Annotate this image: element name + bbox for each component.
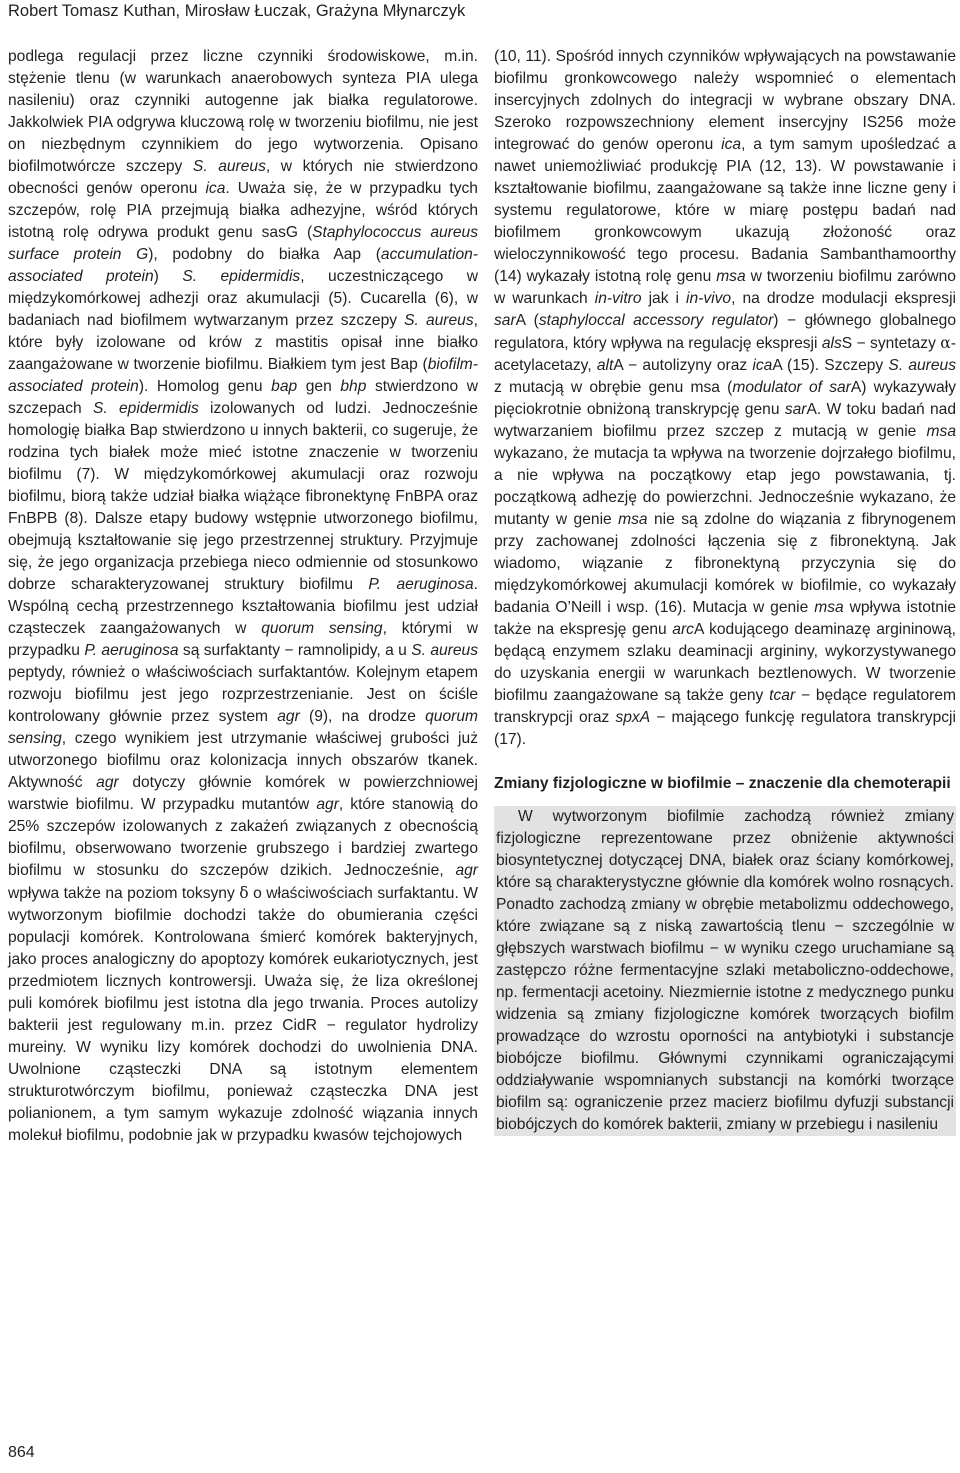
right-column (494, 46, 956, 1136)
page-number: 864 (8, 1444, 35, 1461)
running-header: Robert Tomasz Kuthan, Mirosław Łuczak, Grażyna Młynarczyk (8, 2, 466, 20)
left-column (8, 46, 478, 1147)
body-paragraph: (10, 11). Spośród innych czynników wpływających na powstawanie biofilmu gronkowcowego należy wspomnieć o elementach insercyjnych zdolnych do integracji w wybrane obszary DNA. Szeroko rozpowszechniony element insercyjny IS256 może integrować do genów operonu ica, a tym samym upośledzać a nawet uniemożliwiać produkcję PIA (12, 13). W powstawanie i kształtowanie biofilmu, zaangażowane są także inne liczne geny i systemu regulatorowe, które w miarę postępu badań nad biofilmem gronkowcowym ukazują złożoność oraz wieloczynnikowość tego procesu. Badania Sambanthamoorthy (14) wykazały istotną rolę genu msa w tworzeniu biofilmu zarówno w warunkach in-vitro jak i in-vivo, na drodze modulacji ekspresji sarA (staphyloccal accessory regulator) − głównego globalnego regulatora, który wpływa na regulację ekspresji alsS − syntetazy α-acetylacetazy, altA − autolizyny oraz icaA (15). Szczepy S. aureus z mutacją w obrębie genu msa (modulator of sarA) wykazywały pięciokrotnie obniżoną transkrypcję genu sarA. W toku badań nad wytwarzaniem biofilmu przez szczep z mutacją w genie msa wykazano, że mutacja ta wpływa na tworzenie dojrzałego biofilmu, a nie wpływa na początkowy etap jego powstawania, tj. początkową adhezję do powierzchni. Jednocześnie wykazano, że mutanty w genie msa nie są zdolne do wiązania z fibrynogenem przy zachowanej zdolności łączenia się z fibronektyną. Jak wiadomo, wiązanie z fibronektyną przyczynia się do międzykomórkowej akumulacji komórek w biofilmie, co wykazały badania O’Neill i wsp. (16). Mutacja w genie msa wpływa istotnie także na ekspresję genu arcA kodującego deaminazę argininową, będącą enzymem szlaku deaminacji argininy, wykorzystywanego do uzyskania energii w warunkach beztlenowych. W tworzenie biofilmu zaangażowane są także geny tcar − będące regulatorem transkrypcji oraz spxA − mającego funkcję regulatora transkrypcji (17). (494, 48, 957, 748)
section-heading: Zmiany fizjologiczne w biofilmie – znaczenie dla chemoterapii (494, 775, 951, 792)
body-paragraph: podlega regulacji przez liczne czynniki środowiskowe, m.in. stężenie tlenu (w warunkach anaerobowych synteza PIA ulega nasileniu) oraz czynniki autogenne jak białka regulatorowe. Jakkolwiek PIA odgrywa kluczową rolę w tworzeniu biofilmu, nie jest on niezbędnym czynnikiem do jego wytworzenia. Opisano biofilmotwórcze szczepy S. aureus, w których nie stwierdzono obecności genów operonu ica. Uważa się, że w przypadku tych szczepów, rolę PIA przejmują białka adhezyjne, wśród których istotną rolę odrywa produkt genu sasG (Staphylococcus aureus surface protein G), podobny do białka Aap (accumulation-associated protein) S. epidermidis, uczestniczącego w międzykomórkowej adhezji oraz akumulacji (5). Cucarella (6), w badaniach nad biofilmem wytwarzanym przez szczepy S. aureus, które były izolowane od krów z mastitis opisał inne białko zaangażowane w tworzenie biofilmu. Białkiem tym jest Bap (biofilm-associated protein). Homolog genu bap gen bhp stwierdzono w szczepach S. epidermidis izolowanych od ludzi. Jednocześnie homologię białka Bap stwierdzono u innych bakterii, co sugeruje, że rodzina tych białek może mieć istotne znaczenie w tworzeniu biofilmu (7). W międzykomórkowej akumulacji oraz rozwoju biofilmu, biorą także udział białka wiążące fibronektynę FnBPA oraz FnBPB (8). Dalsze etapy budowy wstępnie utworzonego biofilmu, obejmują kształtowanie się jego przestrzennej struktury. Przyjmuje się, że jego organizacja przebiega nieco odmiennie od stosunkowo dobrze scharakteryzowanej struktury biofilmu P. aeruginosa. Wspólną cechą przestrzennego kształtowania biofilmu jest udział cząsteczek zaangażowanych w quorum sensing, którymi w przypadku P. aeruginosa są surfaktanty − ramnolipidy, a u S. aureus peptydy, również o właściwościach surfaktantów. Kolejnym etapem rozwoju biofilmu jest jego rozprzestrzenianie. Jest on ściśle kontrolowany głównie przez system agr (9), na drodze quorum sensing, czego wynikiem jest utrzymanie właściwej grubości już utworzonego biofilmu oraz kolonizacja innych obszarów tkanek. Aktywność agr dotyczy głównie komórek w powierzchniowej warstwie biofilmu. W przypadku mutantów agr, które stanowią do 25% szczepów izolowanych z zakażeń związanych z obecnością biofilmu, obserwowano tworzenie grubszego i bardziej zwartego biofilmu w stosunku do szczepów dzikich. Jednocześnie, agr wpływa także na poziom toksyny δ o właściwościach surfaktantu. W wytworzonym biofilmie dochodzi także do obumierania części populacji komórek. Kontrolowana śmierć komórek bakteryjnych, jako proces analogiczny do apoptozy komórek eukariotycznych, jest przedmiotem licznych kontrowersji. Uważa się, że liza określonej puli komórek biofilmu jest istotna dla jego trwania. Proces autolizy bakterii jest regulowany m.in. przez CidR − regulator hydrolizy mureiny. W wyniku lizy komórek dochodzi do uwolnienia DNA. Uwolnione cząsteczki DNA są istotnym elementem strukturotwórczym biofilmu, ponieważ cząsteczka DNA jest polianionem, a tym samym wykazuje zdolność wiązania innych molekuł biofilmu, podobnie jak w przypadku kwasów tejchojowych (8, 48, 479, 1144)
shaded-paragraph: W wytworzonym biofilmie zachodzą również zmiany fizjologiczne reprezentowane przez obniżenie aktywności biosyntetycznej dotyczącej DNA, białek oraz ściany komórkowej, które są charakterystyczne głównie dla komórek wolno rosnących. Ponadto zachodzą zmiany w obrębie metabolizmu oddechowego, które związane są z niską zawartością tlenu − szczególnie w głębszych warstwach biofilmu − w wyniku czego uruchamiane są zastępczo różne fermentacyjne szlaki metaboliczno-oddechowe, np. fermentacji acetoiny. Niezmiernie istotne z medycznego punku widzenia są zmiany fizjologiczne komórek tworzących biofilm prowadzące do wzrostu oporności na antybiotyki i substancje biobójcze biofilmu. Głównymi czynnikami ograniczającymi oddziaływanie wspomnianych substancji na komórki tworzące biofilm są: ograniczenie przez macierz biofilmu dyfuzji substancji biobójczych do komórek bakterii, zmiany w przebiegu i nasileniu (494, 806, 956, 1136)
